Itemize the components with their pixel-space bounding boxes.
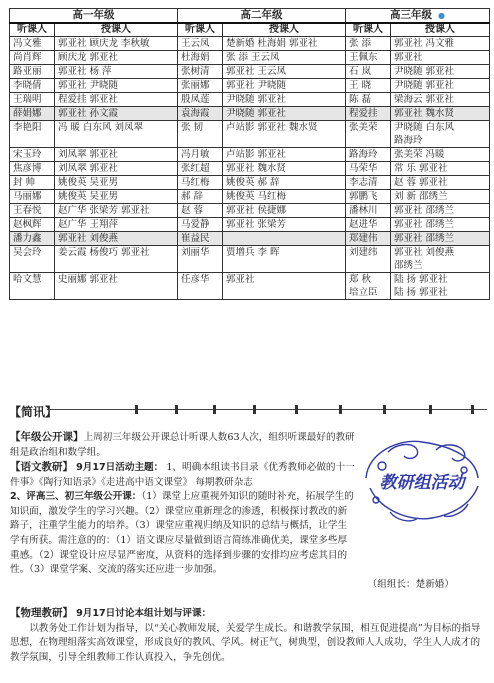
teacher-cell: 郭亚社 顾庆龙 李秋敏 bbox=[55, 37, 178, 51]
divider-mark bbox=[213, 405, 216, 414]
teacher-cell: 郭亚社 魏水贤 bbox=[391, 107, 490, 121]
listener-cell: 马荣华 bbox=[346, 162, 391, 176]
listener-cell: 李志清 bbox=[346, 176, 391, 190]
table-row bbox=[10, 148, 490, 162]
table-row bbox=[10, 93, 490, 107]
teacher-cell: 郭亚社 刘俊燕 bbox=[55, 232, 178, 246]
grade-3-label: 高三年级 bbox=[390, 9, 433, 21]
teacher-cell: 姜云霞 杨俊巧 郭亚社 bbox=[55, 246, 178, 273]
teacher-cell: 郭亚社 bbox=[391, 51, 490, 65]
section-title: 【简讯】 bbox=[9, 405, 58, 419]
listener-cell: 哈文慧 bbox=[10, 273, 55, 300]
teacher-cell: 贾增兵 李 晖 bbox=[223, 246, 346, 273]
table-row bbox=[10, 162, 490, 176]
teacher-cell: 刘凤翠 郭亚社 bbox=[55, 148, 178, 162]
teacher-cell: 郭亚社 尹晓随 bbox=[223, 79, 346, 93]
listener-cell: 崔益民 bbox=[178, 232, 223, 246]
news-text: 以教务处工作计划为指导，以“关心教师发展，关爱学生成长。和谐教学氛围，相互促进提高”为目标的指导思想，在物理组落实高效课堂，形成良好的教风、学风。树正气，树典型，创设教师人人成功，学生人人成才的教学氛围，引导全组教师工作认真投入，争先创优。 bbox=[10, 622, 481, 663]
teacher-cell: 赵 蓉 郭亚社 bbox=[391, 176, 490, 190]
listener-cell: 封 帅 bbox=[10, 176, 55, 190]
listener-cell: 王瑞明 bbox=[10, 93, 55, 107]
listener-cell: 王云凤 bbox=[178, 37, 223, 51]
listener-cell: 郑建伟 bbox=[346, 232, 391, 246]
table-row bbox=[10, 79, 490, 93]
teacher-cell: 卢站影 郭亚社 魏水贤 bbox=[223, 121, 346, 148]
teacher-cell: 梁海云 郭亚社 bbox=[391, 93, 490, 107]
divider-mark bbox=[253, 405, 256, 414]
listener-cell: 马丽娜 bbox=[10, 190, 55, 204]
table-row bbox=[10, 246, 490, 273]
table-row bbox=[10, 37, 490, 51]
listener-cell: 王春悦 bbox=[10, 204, 55, 218]
listener-cell: 郝 辞 bbox=[178, 190, 223, 204]
news-heading: 【年级公开课】 bbox=[10, 431, 84, 443]
listener-cell: 路亚丽 bbox=[10, 65, 55, 79]
grade-header-row bbox=[10, 9, 490, 24]
teacher-cell: 姚俊英 马红梅 bbox=[223, 190, 346, 204]
listener-cell: 潘力鑫 bbox=[10, 232, 55, 246]
listener-cell: 石 岚 bbox=[346, 65, 391, 79]
teacher-cell: 赵广华 王翔萍 bbox=[55, 218, 178, 232]
news-section-header bbox=[9, 403, 487, 419]
teacher-cell: 史丽娜 郭亚社 bbox=[55, 273, 178, 300]
research-group-stamp bbox=[360, 430, 484, 528]
table-row bbox=[10, 51, 490, 65]
teacher-cell: 郭亚社 魏水贤 bbox=[223, 162, 346, 176]
listener-cell: 张 韧 bbox=[178, 121, 223, 148]
teacher-cell: 姚俊英 吴亚男 bbox=[55, 176, 178, 190]
listener-cell: 任彦华 bbox=[178, 273, 223, 300]
teacher-cell: 郭亚社 邵绣兰 bbox=[391, 232, 490, 246]
teacher-cell: 姚俊英 吴亚男 bbox=[55, 190, 178, 204]
dot-icon: ● bbox=[438, 11, 445, 20]
listener-cell: 殷凤莲 bbox=[178, 93, 223, 107]
news-subheading: 2、评高三、初三年级公开课： bbox=[10, 491, 142, 503]
listener-cell: 袁海霞 bbox=[178, 107, 223, 121]
listener-cell: 潘林川 bbox=[346, 204, 391, 218]
teacher-cell: 郭亚社 刘俊燕 邵绣兰 bbox=[391, 246, 490, 273]
divider-mark bbox=[429, 405, 432, 414]
listener-cell: 路海玲 bbox=[346, 148, 391, 162]
teacher-cell: 楚新婚 杜海娟 郭亚社 bbox=[223, 37, 346, 51]
teacher-cell: 卢站影 郭亚社 bbox=[223, 148, 346, 162]
listener-cell: 杜海娟 bbox=[178, 51, 223, 65]
listener-cell: 焦彦博 bbox=[10, 162, 55, 176]
news-text: （1）课堂上应重视外知识的随时补充，拓展学生的知识面，激发学生的学习兴趣。（2）课堂应重新理念的渗透，积极探讨教改的新路子，注重学生能力的培养。（3）课堂应重视归纳及知识的总结与概括，让学生学有所获。需注意的的：（1）语文课应尽量做到语言简练准确优美，课堂多些厚重感。（2）课堂设计应尽显严密度，从资料的选择到步骤的安排均应考虑其目的性。（3）课堂学案、交流的落实还应进一步加强。 bbox=[10, 491, 354, 576]
listener-cell: 宋玉玲 bbox=[10, 148, 55, 162]
table-row bbox=[10, 204, 490, 218]
teacher-cell: 陆 扬 郭亚社 陆 扬 郭亚社 bbox=[391, 273, 490, 300]
teacher-header: 授课人 bbox=[223, 23, 346, 37]
table-row bbox=[10, 176, 490, 190]
news-theme: 1、明确本组读书目录《优秀教师必做的十一件事》《陶行知语录》《走进高中语文课堂》 每期教研杂志 bbox=[10, 462, 355, 488]
teacher-cell: 郭亚社 张梁芳 bbox=[223, 218, 346, 232]
teacher-header: 授课人 bbox=[55, 23, 178, 37]
grade-1-header: 高一年级 bbox=[10, 9, 178, 24]
listener-cell: 张 添 bbox=[346, 37, 391, 51]
teacher-cell: 程爱挂 郭亚社 bbox=[55, 93, 178, 107]
teacher-header: 授课人 bbox=[391, 23, 490, 37]
listener-cell: 王 晓 bbox=[346, 79, 391, 93]
grade-3-header bbox=[346, 9, 490, 24]
teacher-cell: 尹晓随 白东风 路海玲 bbox=[391, 121, 490, 148]
table-row bbox=[10, 107, 490, 121]
teacher-cell: 郭亚社 侯捷娜 bbox=[223, 204, 346, 218]
listener-cell: 赵 蓉 bbox=[178, 204, 223, 218]
teacher-cell: 冯 暖 白东风 刘凤翠 bbox=[55, 121, 178, 148]
teacher-cell: 常 乐 郭亚社 bbox=[391, 162, 490, 176]
divider-mark bbox=[135, 405, 138, 414]
teacher-cell: 尹晓随 郭亚社 bbox=[391, 79, 490, 93]
listener-cell: 张树清 bbox=[178, 65, 223, 79]
teacher-cell: 郭亚社 邵绣兰 bbox=[391, 204, 490, 218]
teacher-cell: 尹晓随 郭亚社 bbox=[223, 93, 346, 107]
teacher-cell: 郭亚社 孙文霞 bbox=[55, 107, 178, 121]
listener-cell: 张红超 bbox=[178, 162, 223, 176]
teacher-cell: 赵广华 张梁芳 郭亚社 bbox=[55, 204, 178, 218]
teacher-cell: 尹晓随 郭亚社 bbox=[391, 65, 490, 79]
news-signature: （组组长：楚新婚） bbox=[367, 578, 454, 590]
divider-mark bbox=[471, 405, 474, 414]
divider-mark bbox=[295, 405, 298, 414]
listener-cell: 李艳阳 bbox=[10, 121, 55, 148]
news-physics-research bbox=[10, 606, 486, 665]
listener-cell: 郑 秋 培立臣 bbox=[346, 273, 391, 300]
table-row bbox=[10, 121, 490, 148]
divider-mark bbox=[339, 405, 342, 414]
teacher-cell: 张美荣 冯暖 bbox=[391, 148, 490, 162]
column-header-row bbox=[10, 23, 490, 37]
listener-cell: 马爱静 bbox=[178, 218, 223, 232]
listener-cell: 马红梅 bbox=[178, 176, 223, 190]
stamp-text: 教研组活动 bbox=[379, 473, 465, 493]
news-heading: 【语文教研】 bbox=[10, 461, 73, 473]
news-date: 9月17日讨论本组计划与评课： bbox=[76, 608, 212, 619]
listener-cell: 赵枫辉 bbox=[10, 218, 55, 232]
listener-cell: 薛娟娜 bbox=[10, 107, 55, 121]
section-divider bbox=[47, 409, 487, 410]
listener-cell: 郭鹏飞 bbox=[346, 190, 391, 204]
divider-mark bbox=[383, 405, 386, 414]
listener-cell: 程爱挂 bbox=[346, 107, 391, 121]
listener-header: 听课人 bbox=[10, 23, 55, 37]
listener-header: 听课人 bbox=[178, 23, 223, 37]
teacher-cell: 刘 新 邵绣兰 bbox=[391, 190, 490, 204]
listener-cell: 尚肖辉 bbox=[10, 51, 55, 65]
table-row bbox=[10, 190, 490, 204]
schedule-table bbox=[9, 8, 490, 300]
news-text: 上周初三年级公开课总计听课人数63人次，组织听课最好的教研组是政治组和数学组。 bbox=[10, 432, 355, 458]
teacher-cell: 顾庆龙 郭亚社 bbox=[55, 51, 178, 65]
schedule-body bbox=[10, 37, 490, 300]
listener-cell: 刘建纬 bbox=[346, 246, 391, 273]
listener-cell: 冯文雅 bbox=[10, 37, 55, 51]
teacher-cell: 张 添 王云凤 bbox=[223, 51, 346, 65]
news-date: 9月17日活动主题： bbox=[76, 462, 164, 473]
teacher-cell: 郭亚社 bbox=[223, 273, 346, 300]
news-heading: 【物理教研】 bbox=[10, 607, 73, 619]
listener-cell: 陈 磊 bbox=[346, 93, 391, 107]
listener-cell: 吴会玲 bbox=[10, 246, 55, 273]
table-row bbox=[10, 218, 490, 232]
listener-cell: 张美荣 bbox=[346, 121, 391, 148]
teacher-cell: 姚俊英 郝 辞 bbox=[223, 176, 346, 190]
teacher-cell: 郭亚社 杨 萍 bbox=[55, 65, 178, 79]
teacher-cell: 郭亚社 王云凤 bbox=[223, 65, 346, 79]
listener-header: 听课人 bbox=[346, 23, 391, 37]
listener-cell: 赵进华 bbox=[346, 218, 391, 232]
teacher-cell: 郭亚社 冯文雅 bbox=[391, 37, 490, 51]
listener-cell: 王佩东 bbox=[346, 51, 391, 65]
teacher-cell: 郭亚社 尹晓随 bbox=[55, 79, 178, 93]
teacher-cell: 尹晓随 郭亚社 bbox=[223, 107, 346, 121]
table-row bbox=[10, 273, 490, 300]
teacher-cell: 刘凤翠 郭亚社 bbox=[55, 162, 178, 176]
listener-cell: 冯月敏 bbox=[178, 148, 223, 162]
table-row bbox=[10, 232, 490, 246]
listener-cell: 李晓倩 bbox=[10, 79, 55, 93]
listener-cell: 刘丽华 bbox=[178, 246, 223, 273]
news-grade-open-class bbox=[10, 430, 356, 460]
listener-cell: 张丽娜 bbox=[178, 79, 223, 93]
teacher-cell: 郭亚社 邵绣兰 bbox=[391, 218, 490, 232]
teacher-cell bbox=[223, 232, 346, 246]
table-row bbox=[10, 65, 490, 79]
grade-2-header: 高二年级 bbox=[178, 9, 346, 24]
divider-mark bbox=[175, 405, 178, 414]
